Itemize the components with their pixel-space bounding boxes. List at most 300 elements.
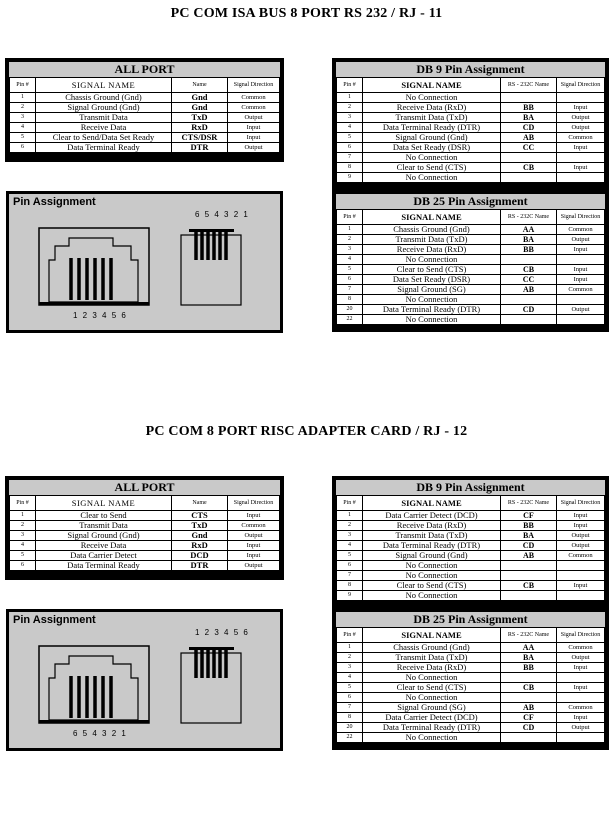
table-row: [337, 103, 605, 113]
signal-direction-cell: [557, 693, 605, 703]
bottom-pin-assignment-panel: [6, 609, 283, 751]
table-row: [337, 663, 605, 673]
signal-direction-cell: [557, 173, 605, 183]
table-row: [337, 511, 605, 521]
signal-name-cell: Data Terminal Ready (DTR): [363, 305, 501, 315]
signal-direction-cell: Input: [557, 683, 605, 693]
pin-number-cell: 7: [337, 703, 363, 713]
signal-direction-cell: Output: [557, 723, 605, 733]
table-row: [337, 315, 605, 325]
short-name-cell: RxD: [172, 541, 228, 551]
table-row: [10, 143, 280, 153]
signal-direction-cell: Output: [228, 531, 280, 541]
table-row: [337, 673, 605, 683]
signal-direction-cell: Input: [228, 133, 280, 143]
pin-number-cell: 7: [337, 153, 363, 163]
short-name-cell: Gnd: [172, 93, 228, 103]
pin-number-cell: 5: [337, 133, 363, 143]
signal-name-cell: Data Terminal Ready (DTR): [363, 541, 501, 551]
table-row: [337, 591, 605, 601]
signal-name-cell: Receive Data: [36, 123, 172, 133]
signal-direction-cell: Input: [228, 551, 280, 561]
pin-number-cell: 8: [337, 163, 363, 173]
rs232c-name-cell: BA: [501, 653, 557, 663]
column-header: RS - 232C Name: [501, 496, 557, 511]
column-header: RS - 232C Name: [501, 210, 557, 225]
pin-number-cell: 8: [337, 295, 363, 305]
rs232c-name-cell: CD: [501, 541, 557, 551]
signal-name-cell: No Connection: [363, 315, 501, 325]
rs232c-name-cell: AB: [501, 551, 557, 561]
signal-name-cell: Clear to Send (CTS): [363, 581, 501, 591]
signal-direction-cell: Output: [557, 113, 605, 123]
top-plug-side-bar: [189, 229, 234, 232]
top-jack-pin-numbers: 1 2 3 4 5 6: [73, 311, 128, 320]
table-row: [337, 225, 605, 235]
signal-direction-cell: Input: [228, 541, 280, 551]
table-row: [337, 653, 605, 663]
signal-name-cell: Signal Ground (SG): [363, 703, 501, 713]
rs232c-name-cell: CD: [501, 305, 557, 315]
bottom-plug-pin-numbers: 1 2 3 4 5 6: [195, 628, 250, 637]
pin-number-cell: 8: [337, 581, 363, 591]
bottom-db25-table: [336, 627, 605, 743]
pin-number-cell: 1: [337, 225, 363, 235]
rs232c-name-cell: AA: [501, 643, 557, 653]
signal-direction-cell: Input: [557, 713, 605, 723]
signal-name-cell: Data Carrier Detect: [36, 551, 172, 561]
signal-name-cell: No Connection: [363, 673, 501, 683]
pin-number-cell: 3: [337, 531, 363, 541]
table-row: [337, 683, 605, 693]
table-row: [337, 143, 605, 153]
signal-direction-cell: Input: [228, 123, 280, 133]
rs232c-name-cell: BA: [501, 113, 557, 123]
column-header: SIGNAL NAME: [363, 210, 501, 225]
signal-direction-cell: Output: [557, 541, 605, 551]
signal-direction-cell: Input: [557, 265, 605, 275]
table-row: [337, 265, 605, 275]
rs232c-name-cell: [501, 673, 557, 683]
signal-name-cell: No Connection: [363, 93, 501, 103]
pin-number-cell: 1: [10, 93, 36, 103]
column-header: RS - 232C Name: [501, 628, 557, 643]
table-row: [10, 541, 280, 551]
signal-direction-cell: Output: [228, 113, 280, 123]
signal-direction-cell: Input: [557, 103, 605, 113]
signal-direction-cell: [557, 571, 605, 581]
top-all-port-table: [9, 77, 280, 153]
rs232c-name-cell: BB: [501, 663, 557, 673]
pin-number-cell: 2: [337, 235, 363, 245]
pin-number-cell: 22: [337, 315, 363, 325]
column-header: Name: [172, 496, 228, 511]
bottom-db9-header: DB 9 Pin Assignment: [336, 480, 605, 495]
rs232c-name-cell: CB: [501, 163, 557, 173]
pin-number-cell: 4: [337, 255, 363, 265]
signal-direction-cell: Common: [228, 93, 280, 103]
top-db9-panel: [332, 58, 609, 191]
short-name-cell: TxD: [172, 521, 228, 531]
pin-number-cell: 6: [337, 693, 363, 703]
rs232c-name-cell: [501, 733, 557, 743]
top-all-port-panel: [5, 58, 284, 162]
bottom-all-port-panel: [5, 476, 284, 580]
signal-name-cell: Transmit Data (TxD): [363, 113, 501, 123]
top-section-title: PC COM ISA BUS 8 PORT RS 232 / RJ - 11: [170, 6, 443, 21]
pin-number-cell: 9: [337, 173, 363, 183]
signal-name-cell: Clear to Send (CTS): [363, 265, 501, 275]
pin-number-cell: 6: [337, 561, 363, 571]
signal-direction-cell: Output: [228, 561, 280, 571]
rs232c-name-cell: BA: [501, 531, 557, 541]
table-row: [337, 245, 605, 255]
column-header: Signal Direction: [557, 210, 605, 225]
signal-name-cell: Data Carrier Detect (DCD): [363, 511, 501, 521]
short-name-cell: DCD: [172, 551, 228, 561]
rs232c-name-cell: [501, 173, 557, 183]
top-pin-assignment-panel: [6, 191, 283, 333]
pin-number-cell: 2: [10, 103, 36, 113]
top-db9-header: DB 9 Pin Assignment: [336, 62, 605, 77]
signal-name-cell: Data Terminal Ready: [36, 143, 172, 153]
column-header: RS - 232C Name: [501, 78, 557, 93]
rs232c-name-cell: [501, 295, 557, 305]
bottom-section-title: PC COM 8 PORT RISC ADAPTER CARD / RJ - 12: [145, 424, 468, 439]
table-row: [337, 551, 605, 561]
signal-direction-cell: Output: [557, 653, 605, 663]
rs232c-name-cell: AA: [501, 225, 557, 235]
column-header: Pin #: [337, 496, 363, 511]
pin-number-cell: 5: [10, 551, 36, 561]
short-name-cell: DTR: [172, 561, 228, 571]
rs232c-name-cell: [501, 591, 557, 601]
table-row: [337, 733, 605, 743]
rs232c-name-cell: CD: [501, 723, 557, 733]
signal-name-cell: Transmit Data (TxD): [363, 653, 501, 663]
short-name-cell: RxD: [172, 123, 228, 133]
signal-name-cell: Receive Data (RxD): [363, 663, 501, 673]
table-row: [10, 123, 280, 133]
signal-name-cell: No Connection: [363, 571, 501, 581]
signal-direction-cell: [557, 733, 605, 743]
signal-direction-cell: Input: [557, 511, 605, 521]
column-header: Pin #: [337, 78, 363, 93]
short-name-cell: Gnd: [172, 103, 228, 113]
signal-name-cell: Chassis Ground (Gnd): [363, 225, 501, 235]
pin-number-cell: 7: [337, 571, 363, 581]
pin-number-cell: 6: [10, 143, 36, 153]
signal-name-cell: No Connection: [363, 591, 501, 601]
signal-direction-cell: [557, 561, 605, 571]
pin-number-cell: 1: [337, 643, 363, 653]
signal-direction-cell: Input: [557, 521, 605, 531]
bottom-db9-table: [336, 495, 605, 601]
signal-name-cell: Receive Data: [36, 541, 172, 551]
signal-name-cell: Data Terminal Ready: [36, 561, 172, 571]
signal-direction-cell: [557, 591, 605, 601]
rs232c-name-cell: [501, 153, 557, 163]
signal-name-cell: Chassis Ground (Gnd): [363, 643, 501, 653]
column-header: SIGNAL NAME: [363, 628, 501, 643]
pin-number-cell: 5: [337, 551, 363, 561]
pin-number-cell: 2: [337, 521, 363, 531]
pin-number-cell: 4: [337, 541, 363, 551]
signal-direction-cell: Input: [557, 581, 605, 591]
signal-direction-cell: [557, 315, 605, 325]
pin-number-cell: 3: [337, 663, 363, 673]
bottom-all-port-table: [9, 495, 280, 571]
bottom-db9-panel: [332, 476, 609, 609]
column-header: Pin #: [10, 496, 36, 511]
pin-number-cell: 3: [10, 531, 36, 541]
table-row: [337, 541, 605, 551]
signal-name-cell: Data Set Ready (DSR): [363, 275, 501, 285]
signal-name-cell: No Connection: [363, 153, 501, 163]
rs232c-name-cell: [501, 693, 557, 703]
signal-direction-cell: Output: [557, 123, 605, 133]
table-row: [337, 531, 605, 541]
column-header: Pin #: [337, 628, 363, 643]
column-header: Name: [172, 78, 228, 93]
pin-number-cell: 5: [337, 683, 363, 693]
rs232c-name-cell: [501, 93, 557, 103]
signal-name-cell: Receive Data (RxD): [363, 245, 501, 255]
table-row: [337, 153, 605, 163]
rs232c-name-cell: AB: [501, 285, 557, 295]
pin-number-cell: 5: [10, 133, 36, 143]
signal-name-cell: Data Carrier Detect (DCD): [363, 713, 501, 723]
rs232c-name-cell: CD: [501, 123, 557, 133]
bottom-all-port-header: ALL PORT: [9, 480, 280, 495]
signal-direction-cell: [557, 295, 605, 305]
table-row: [337, 235, 605, 245]
table-row: [10, 531, 280, 541]
pin-number-cell: 4: [337, 123, 363, 133]
signal-name-cell: Transmit Data (TxD): [363, 235, 501, 245]
pin-number-cell: 8: [337, 713, 363, 723]
rs232c-name-cell: BB: [501, 245, 557, 255]
rs232c-name-cell: [501, 315, 557, 325]
top-pin-assignment-label: Pin Assignment: [13, 196, 96, 208]
signal-direction-cell: Input: [557, 275, 605, 285]
signal-direction-cell: Common: [557, 225, 605, 235]
pin-number-cell: 4: [337, 673, 363, 683]
signal-name-cell: Signal Ground (Gnd): [36, 531, 172, 541]
short-name-cell: CTS/DSR: [172, 133, 228, 143]
bottom-jack-pin-numbers: 6 5 4 3 2 1: [73, 729, 128, 738]
table-row: [10, 521, 280, 531]
pin-number-cell: 6: [337, 275, 363, 285]
signal-name-cell: Clear to Send/Data Set Ready: [36, 133, 172, 143]
pin-number-cell: 4: [10, 541, 36, 551]
rs232c-name-cell: CF: [501, 511, 557, 521]
column-header: Signal Direction: [228, 78, 280, 93]
rs232c-name-cell: CB: [501, 683, 557, 693]
table-row: [337, 703, 605, 713]
top-plug-side-outline: [181, 235, 241, 305]
pin-number-cell: 7: [337, 285, 363, 295]
table-row: [337, 173, 605, 183]
bottom-pin-assignment-label: Pin Assignment: [13, 614, 96, 626]
table-row: [337, 93, 605, 103]
signal-name-cell: Chassis Ground (Gnd): [36, 93, 172, 103]
table-row: [10, 103, 280, 113]
top-db25-table: [336, 209, 605, 325]
table-row: [10, 511, 280, 521]
signal-name-cell: Data Set Ready (DSR): [363, 143, 501, 153]
signal-direction-cell: Common: [557, 703, 605, 713]
rs232c-name-cell: [501, 255, 557, 265]
column-header: Signal Direction: [557, 628, 605, 643]
bottom-db25-header: DB 25 Pin Assignment: [336, 612, 605, 627]
signal-direction-cell: Common: [557, 133, 605, 143]
signal-name-cell: Receive Data (RxD): [363, 103, 501, 113]
pin-number-cell: 6: [10, 561, 36, 571]
signal-name-cell: Clear to Send: [36, 511, 172, 521]
signal-direction-cell: [557, 255, 605, 265]
signal-name-cell: Clear to Send (CTS): [363, 163, 501, 173]
pin-number-cell: 3: [337, 245, 363, 255]
column-header: Signal Direction: [557, 496, 605, 511]
table-row: [337, 255, 605, 265]
pin-number-cell: 2: [10, 521, 36, 531]
signal-direction-cell: Output: [557, 235, 605, 245]
pin-number-cell: 9: [337, 591, 363, 601]
rs232c-name-cell: BA: [501, 235, 557, 245]
table-row: [10, 93, 280, 103]
signal-name-cell: Signal Ground (Gnd): [36, 103, 172, 113]
table-row: [337, 123, 605, 133]
short-name-cell: CTS: [172, 511, 228, 521]
pin-number-cell: 20: [337, 723, 363, 733]
table-row: [337, 295, 605, 305]
table-row: [337, 305, 605, 315]
signal-name-cell: No Connection: [363, 173, 501, 183]
signal-direction-cell: Output: [228, 143, 280, 153]
column-header: SIGNAL NAME: [36, 496, 172, 511]
top-db25-header: DB 25 Pin Assignment: [336, 194, 605, 209]
table-row: [337, 693, 605, 703]
signal-name-cell: Transmit Data: [36, 113, 172, 123]
signal-direction-cell: Common: [557, 285, 605, 295]
pin-number-cell: 4: [10, 123, 36, 133]
signal-name-cell: No Connection: [363, 295, 501, 305]
table-row: [337, 643, 605, 653]
rs232c-name-cell: [501, 561, 557, 571]
bottom-db25-panel: [332, 608, 609, 750]
top-db25-panel: [332, 190, 609, 332]
rs232c-name-cell: CF: [501, 713, 557, 723]
column-header: Signal Direction: [228, 496, 280, 511]
table-row: [337, 713, 605, 723]
table-row: [337, 561, 605, 571]
pin-number-cell: 22: [337, 733, 363, 743]
signal-name-cell: Clear to Send (CTS): [363, 683, 501, 693]
table-row: [10, 561, 280, 571]
signal-direction-cell: Common: [228, 521, 280, 531]
table-row: [337, 581, 605, 591]
rs232c-name-cell: CC: [501, 275, 557, 285]
pin-number-cell: 20: [337, 305, 363, 315]
signal-direction-cell: Output: [557, 305, 605, 315]
signal-direction-cell: Common: [228, 103, 280, 113]
rs232c-name-cell: AB: [501, 133, 557, 143]
signal-name-cell: Signal Ground (Gnd): [363, 551, 501, 561]
table-row: [337, 163, 605, 173]
signal-direction-cell: Input: [557, 143, 605, 153]
rs232c-name-cell: BB: [501, 103, 557, 113]
signal-direction-cell: Input: [557, 663, 605, 673]
rs232c-name-cell: BB: [501, 521, 557, 531]
rs232c-name-cell: CB: [501, 265, 557, 275]
rs232c-name-cell: CB: [501, 581, 557, 591]
column-header: Signal Direction: [557, 78, 605, 93]
column-header: SIGNAL NAME: [363, 78, 501, 93]
signal-name-cell: No Connection: [363, 255, 501, 265]
top-jack-front-base: [39, 302, 149, 305]
bottom-plug-side-bar: [189, 647, 234, 650]
pin-number-cell: 3: [337, 113, 363, 123]
column-header: SIGNAL NAME: [363, 496, 501, 511]
signal-direction-cell: Input: [228, 511, 280, 521]
signal-direction-cell: [557, 673, 605, 683]
column-header: SIGNAL NAME: [36, 78, 172, 93]
pin-number-cell: 1: [337, 511, 363, 521]
table-row: [337, 285, 605, 295]
bottom-plug-side-outline: [181, 653, 241, 723]
signal-name-cell: Transmit Data (TxD): [363, 531, 501, 541]
column-header: Pin #: [337, 210, 363, 225]
top-all-port-header: ALL PORT: [9, 62, 280, 77]
signal-name-cell: Data Terminal Ready (DTR): [363, 723, 501, 733]
signal-direction-cell: [557, 93, 605, 103]
pin-number-cell: 1: [10, 511, 36, 521]
table-row: [10, 551, 280, 561]
pin-number-cell: 2: [337, 653, 363, 663]
table-row: [337, 275, 605, 285]
signal-name-cell: Data Terminal Ready (DTR): [363, 123, 501, 133]
pin-number-cell: 5: [337, 265, 363, 275]
pin-number-cell: 1: [337, 93, 363, 103]
top-db9-table: [336, 77, 605, 183]
signal-name-cell: Receive Data (RxD): [363, 521, 501, 531]
signal-direction-cell: Input: [557, 163, 605, 173]
table-row: [337, 723, 605, 733]
signal-name-cell: Signal Ground (SG): [363, 285, 501, 295]
signal-name-cell: No Connection: [363, 733, 501, 743]
rs232c-name-cell: CC: [501, 143, 557, 153]
signal-direction-cell: [557, 153, 605, 163]
signal-name-cell: No Connection: [363, 561, 501, 571]
bottom-jack-front-base: [39, 720, 149, 723]
table-row: [10, 113, 280, 123]
signal-direction-cell: Input: [557, 245, 605, 255]
short-name-cell: DTR: [172, 143, 228, 153]
signal-direction-cell: Common: [557, 643, 605, 653]
pin-number-cell: 6: [337, 143, 363, 153]
rs232c-name-cell: [501, 571, 557, 581]
signal-name-cell: No Connection: [363, 693, 501, 703]
signal-direction-cell: Common: [557, 551, 605, 561]
short-name-cell: Gnd: [172, 531, 228, 541]
pin-number-cell: 3: [10, 113, 36, 123]
table-row: [337, 133, 605, 143]
table-row: [337, 521, 605, 531]
table-row: [10, 133, 280, 143]
top-plug-pin-numbers: 6 5 4 3 2 1: [195, 210, 250, 219]
table-row: [337, 113, 605, 123]
